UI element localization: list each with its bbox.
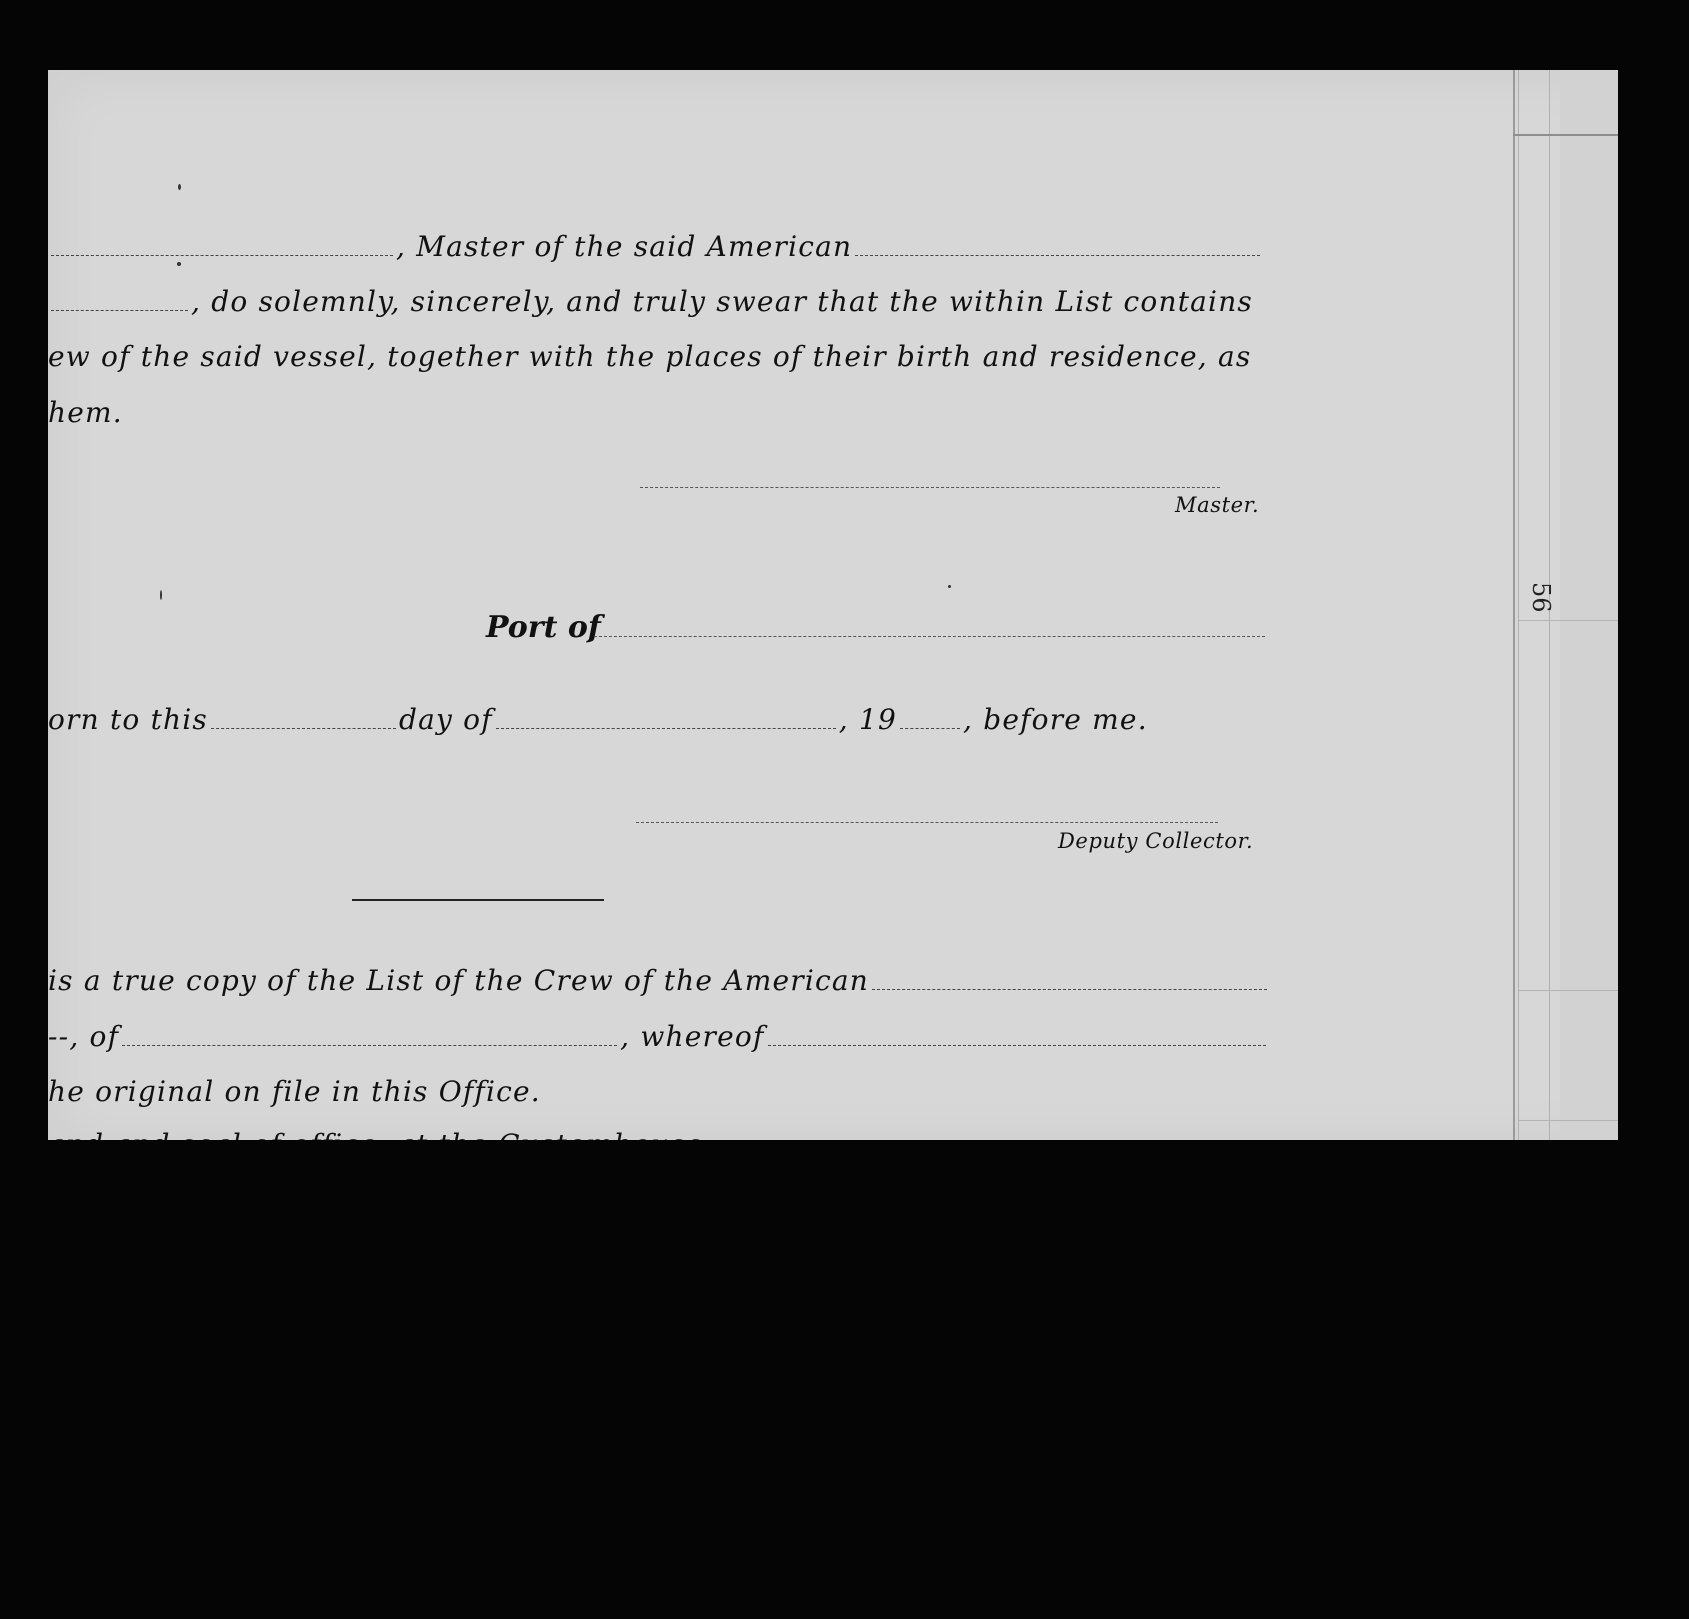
oath-line-2-text: , do solemnly, sincerely, and truly swear that the within List contains <box>191 285 1254 318</box>
margin-rule-2 <box>1518 70 1519 1145</box>
margin-cross-rule-mid <box>1518 620 1618 621</box>
certify-line-2 <box>48 1020 1269 1053</box>
oath-line-3-text: ew of the said vessel, together with the places of their birth and residence, as <box>48 340 1252 373</box>
month-blank <box>496 728 836 729</box>
certify-line-3-text: he original on file in this Office. <box>48 1075 541 1108</box>
certify-line-3 <box>48 1075 541 1108</box>
oath-line-1 <box>48 230 1263 263</box>
vessel-type-blank-2 <box>872 989 1267 990</box>
certify-line-1 <box>48 964 1270 997</box>
master-label: Master. <box>1175 493 1260 517</box>
vessel-name-blank <box>51 310 188 311</box>
vessel-type-blank <box>855 255 1260 256</box>
oath-line-4-text: hem. <box>48 396 123 429</box>
margin-cross-rule-top <box>1513 134 1618 136</box>
day-blank <box>211 728 396 729</box>
page-number: 56 <box>1527 582 1555 613</box>
oath-line-1-text: , Master of the said American <box>396 230 853 263</box>
oath-line-2 <box>48 285 1253 318</box>
oath-line-3 <box>48 340 1251 373</box>
port-of-label: Port of <box>486 610 601 645</box>
sworn-day-of: day of <box>399 703 493 736</box>
sworn-year: , 19 <box>838 703 897 736</box>
whereof-blank <box>768 1045 1266 1046</box>
ink-speck <box>160 590 162 600</box>
of-blank <box>122 1045 617 1046</box>
deputy-collector-label: Deputy Collector. <box>1058 829 1254 853</box>
page-margin-strip <box>1560 70 1618 1145</box>
ink-speck <box>178 184 181 190</box>
year-blank <box>900 728 960 729</box>
certify-line-1-text: is a true copy of the List of the Crew of the American <box>48 964 869 997</box>
oath-line-4 <box>48 396 123 429</box>
section-divider <box>352 899 604 901</box>
margin-cross-rule-bottom <box>1518 1120 1618 1121</box>
margin-cross-rule-low <box>1518 990 1618 991</box>
sworn-prefix: orn to this <box>48 703 208 736</box>
deputy-signature-line <box>636 822 1218 823</box>
whereof-label: , whereof <box>620 1020 765 1053</box>
ink-speck <box>177 262 181 266</box>
master-name-blank <box>51 255 393 256</box>
port-blank <box>594 636 1265 637</box>
of-label: --, of <box>48 1020 120 1053</box>
margin-rule-1 <box>1513 70 1515 1145</box>
master-signature-line <box>640 487 1220 488</box>
sworn-line <box>48 703 1148 736</box>
ink-speck <box>948 585 951 588</box>
scan-bottom-edge <box>48 1140 1618 1619</box>
sworn-suffix: , before me. <box>963 703 1148 736</box>
